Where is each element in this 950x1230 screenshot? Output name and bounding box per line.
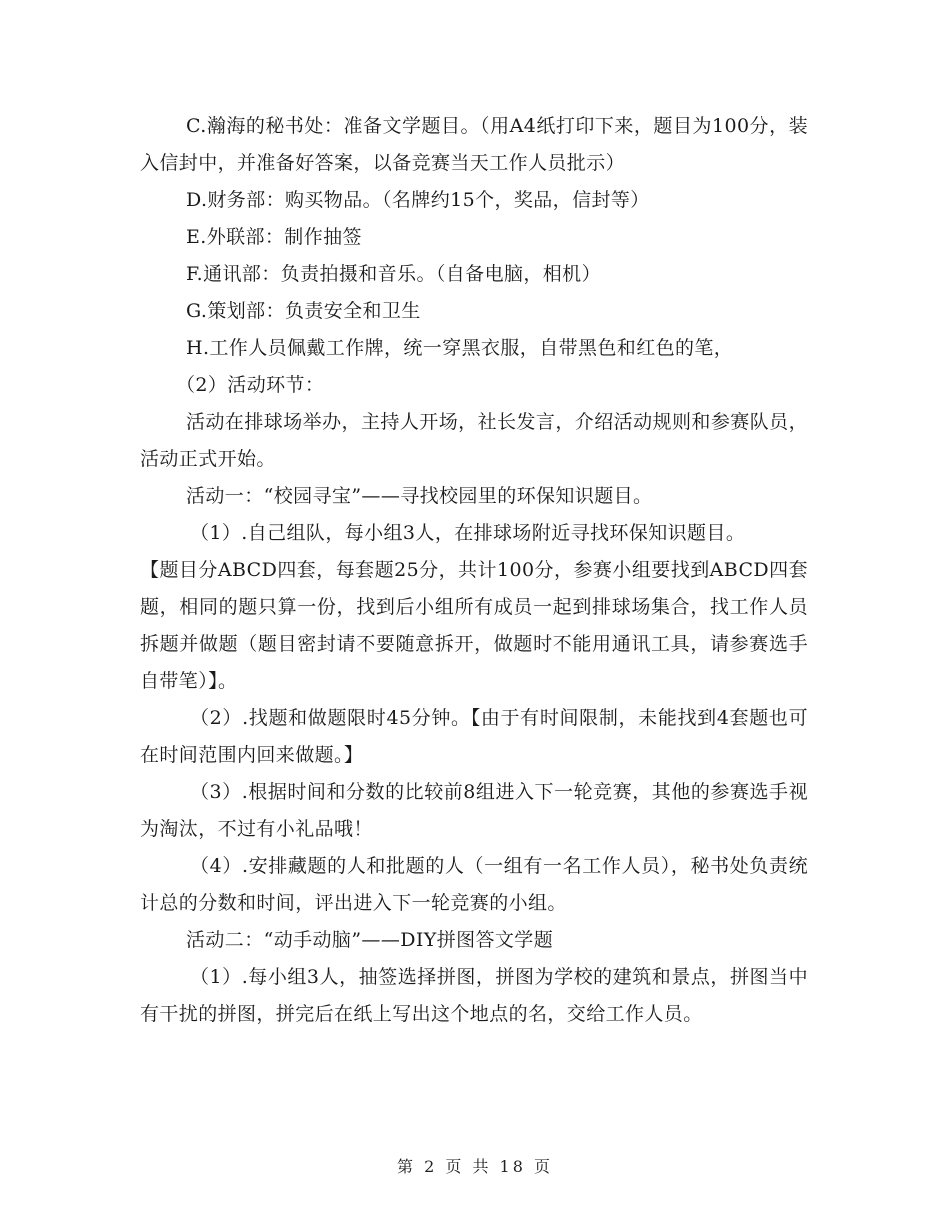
activity-two-heading: 活动二：“动手动脑”——DIY拼图答文学题 [186,929,554,951]
activity-one-step-1: （1）.自己组队，每小组3人，在排球场附近寻找环保知识题目。 [190,522,746,544]
paragraph-opening: 活动在排球场举办，主持人开场，社长发言，介绍活动规则和参赛队员，活动正式开始。 [140,411,808,470]
paragraph-external-relations: E.外联部：制作抽签 [186,226,362,248]
activity-one-step-4: （4）.安排藏题的人和批题的人（一组有一名工作人员），秘书处负责统计总的分数和时间，评出进入下一轮竞赛的小组。 [140,855,808,914]
paragraph-communications: F.通讯部：负责拍摄和音乐。（自备电脑，相机） [186,263,601,285]
activity-two-step-1: （1）.每小组3人，抽签选择拼图，拼图为学校的建筑和景点，拼图当中有干扰的拼图，拼完后在纸上写出这个地点的名，交给工作人员。 [140,966,808,1025]
page-number-footer: 第 2 页 共 18 页 [397,1157,553,1176]
paragraph-staff: H.工作人员佩戴工作牌，统一穿黑衣服，自带黑色和红色的笔， [186,337,734,359]
section-heading-activity-steps: （2）活动环节： [176,374,325,396]
paragraph-finance: D.财务部：购买物品。（名牌约15个，奖品，信封等） [186,189,650,211]
activity-one-step-2: （2）.找题和做题限时45分钟。【由于有时间限制，未能找到4套题也可在时间范围内回来做题。】 [140,707,808,766]
activity-one-rules: 【题目分ABCD四套，每套题25分，共计100分，参赛小组要找到ABCD四套题，相同的题只算一份，找到后小组所有成员一起到排球场集合，找工作人员拆题并做题（题目密封请不要随意拆开，做题时不能用通讯工具，请参赛选手自带笔）】。 [140,559,808,692]
paragraph-secretariat: C.瀚海的秘书处：准备文学题目。（用A4纸打印下来，题目为100分，装入信封中，并准备好答案，以备竞赛当天工作人员批示） [140,115,808,174]
activity-one-step-3: （3）.根据时间和分数的比较前8组进入下一轮竞赛，其他的参赛选手视为淘汰，不过有小礼品哦！ [140,781,808,840]
paragraph-planning: G.策划部：负责安全和卫生 [186,300,421,322]
page-body [140,108,808,1033]
activity-one-heading: 活动一：“校园寻宝”——寻找校园里的环保知识题目。 [186,485,653,507]
